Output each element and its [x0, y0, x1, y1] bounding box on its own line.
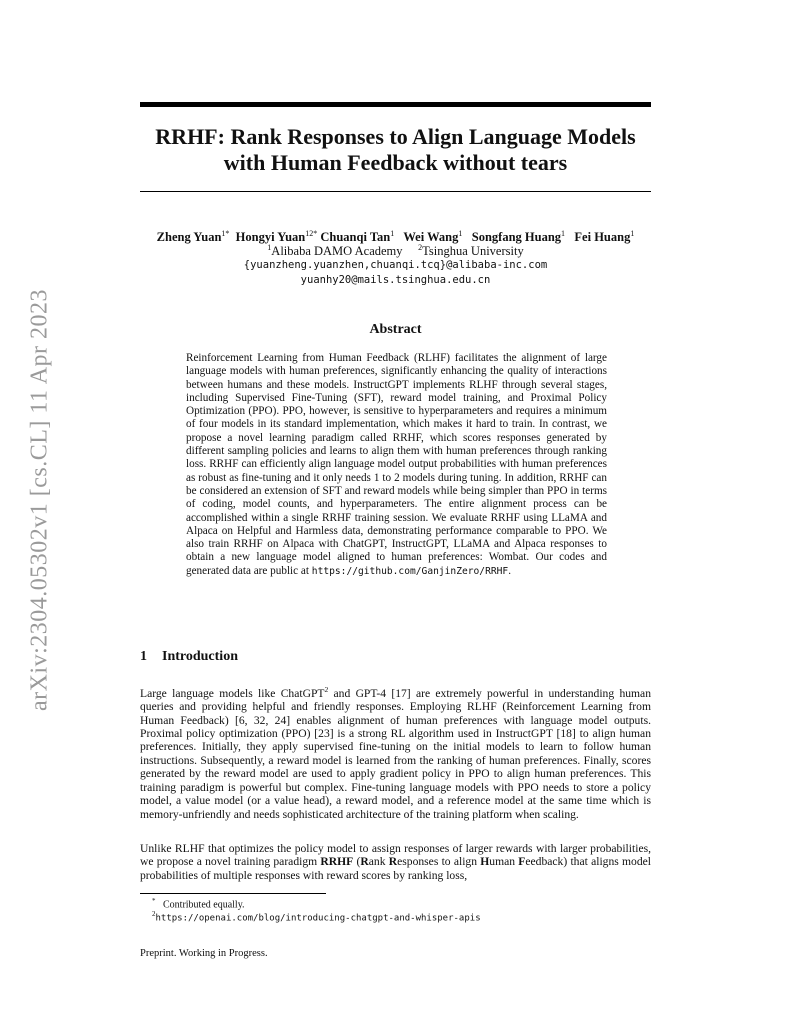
paragraph-text: esponses to align: [397, 855, 481, 869]
author-name: Fei Huang: [574, 230, 631, 245]
acronym-letter: H: [480, 855, 490, 869]
footnote-openai-url: [152, 910, 481, 923]
footnote-mark: *: [152, 897, 156, 905]
method-name: RRHF: [320, 855, 354, 869]
arxiv-identifier-stamp: arXiv:2304.05302v1 [cs.CL] 11 Apr 2023: [26, 288, 53, 712]
affiliation-tsinghua: Tsinghua University: [422, 244, 524, 259]
code-repository-link[interactable]: https://github.com/GanjinZero/RRHF: [311, 565, 509, 577]
affiliation-mark: 1: [267, 243, 272, 252]
title-bottom-rule: [140, 191, 651, 192]
author-mark: 1: [390, 229, 395, 238]
author-name: Songfang Huang: [471, 230, 562, 245]
paragraph-text: and GPT-4 [17] are extremely powerful in understanding human queries and providing helpful and friendly responses. Employing RLHF (Reinforcement Learning from Human Feedback) [6, 32, 24] enables alignment of human preferences with language model outputs. Proximal policy optimization (PPO) [23] is a strong RL algorithm used in InstructGPT [18] to align human preferences. Initially, they apply supervised fine-tuning on the initial models to learn to follow human instructions. Subsequently, a reward model is learned from the ranking of human preferences. Finally, scores generated by the reward model are used to apply gradient policy in PPO to align human preferences. This training paradigm is powerful but complex. Fine-tuning language models with PPO needs to store a policy model, a value model (or a value head), a reward model, and a reference model at the same time which is memory-unfriendly and needs sophisticated architecture of the training platform when scaling.: [140, 686, 651, 821]
author-name: Zheng Yuan: [156, 230, 222, 245]
title-line-2: with Human Feedback without tears: [223, 150, 568, 175]
author-mark: 1: [630, 229, 635, 238]
author-mark: 12*: [305, 229, 318, 238]
abstract-body: [186, 352, 607, 578]
author-email-line-1: {yuanzheng.yuanzhen,chuanqi.tcq}@alibaba-inc.com: [243, 259, 548, 271]
paragraph-text: eedback) that aligns model probabilities of multiple responses with reward scores by ranking loss,: [140, 855, 651, 882]
abstract-text: Reinforcement Learning from Human Feedback (RLHF) facilitates the alignment of large language models with human preferences, significantly enhancing the quality of interactions between humans and these models. InstructGPT implements RLHF through several stages, including Supervised Fine-Tuning (SFT), reward model training, and Proximal Policy Optimization (PPO). PPO, however, is sensitive to hyperparameters and requires a minimum of four models in its standard implementation, which makes it hard to train. In contrast, we propose a novel learning paradigm called RRHF, which scores responses generated by different sampling policies and learns to align them with human preferences through ranking loss. RRHF can efficiently align language model output probabilities with human preferences as robust as fine-tuning and it only needs 1 to 2 models during tuning. In addition, RRHF can be considered an extension of SFT and reward models while being simpler than PPO in terms of coding, model counts, and hyperparameters. The entire alignment process can be accomplished within a single RRHF training session. We evaluate RRHF using LLaMA and Alpaca on Helpful and Harmless data, demonstrating performance comparable to PPO. We also train RRHF on Alpaca with ChatGPT, InstructGPT, LLaMA and Alpaca responses to obtain a new language model aligned to human preferences: Wombat. Our codes and generated data are public at: [186, 352, 607, 577]
footnote-text: Contributed equally.: [163, 899, 245, 911]
author-name: Chuanqi Tan: [320, 230, 391, 245]
affiliation-alibaba: Alibaba DAMO Academy: [271, 244, 403, 259]
acronym-letter: R: [388, 855, 398, 869]
paragraph-text: Large language models like ChatGPT: [140, 686, 325, 700]
intro-paragraph-1: [140, 683, 651, 821]
author-name: Hongyi Yuan: [235, 230, 306, 245]
affiliations: [140, 243, 651, 259]
author-email-line-2: yuanhy20@mails.tsinghua.edu.cn: [300, 274, 491, 286]
paragraph-text: (: [353, 855, 361, 869]
author-name: Wei Wang: [403, 230, 459, 245]
paragraph-text: Unlike RLHF that optimizes the policy model to assign responses of larger rewards with larger probabilities, we propose a novel training paradigm: [140, 842, 651, 869]
acronym-letter: R: [360, 855, 369, 869]
footnote-mark: 2: [152, 910, 156, 918]
footnote-reference[interactable]: 2: [324, 685, 329, 694]
abstract-heading: Abstract: [369, 322, 422, 337]
section-title: Introduction: [162, 649, 238, 664]
paragraph-text: uman: [489, 855, 519, 869]
intro-paragraph-2: [140, 842, 651, 882]
paragraph-text: ank: [368, 855, 389, 869]
author-mark: 1*: [221, 229, 230, 238]
preprint-notice: Preprint. Working in Progress.: [140, 948, 268, 959]
footnote-link[interactable]: https://openai.com/blog/introducing-chatgpt-and-whisper-apis: [155, 913, 481, 924]
author-mark: 1: [561, 229, 566, 238]
footnote-equal-contribution: [152, 897, 245, 910]
section-number: 1: [140, 649, 147, 664]
footnote-rule: [140, 893, 326, 894]
acronym-letter: F: [518, 855, 526, 869]
paper-title: [140, 124, 651, 176]
author-mark: 1: [458, 229, 463, 238]
abstract-period: .: [508, 564, 511, 577]
affiliation-mark: 2: [418, 243, 423, 252]
section-heading-introduction: [140, 649, 238, 665]
title-line-1: RRHF: Rank Responses to Align Language Models: [155, 124, 636, 149]
title-top-rule: [140, 102, 651, 107]
